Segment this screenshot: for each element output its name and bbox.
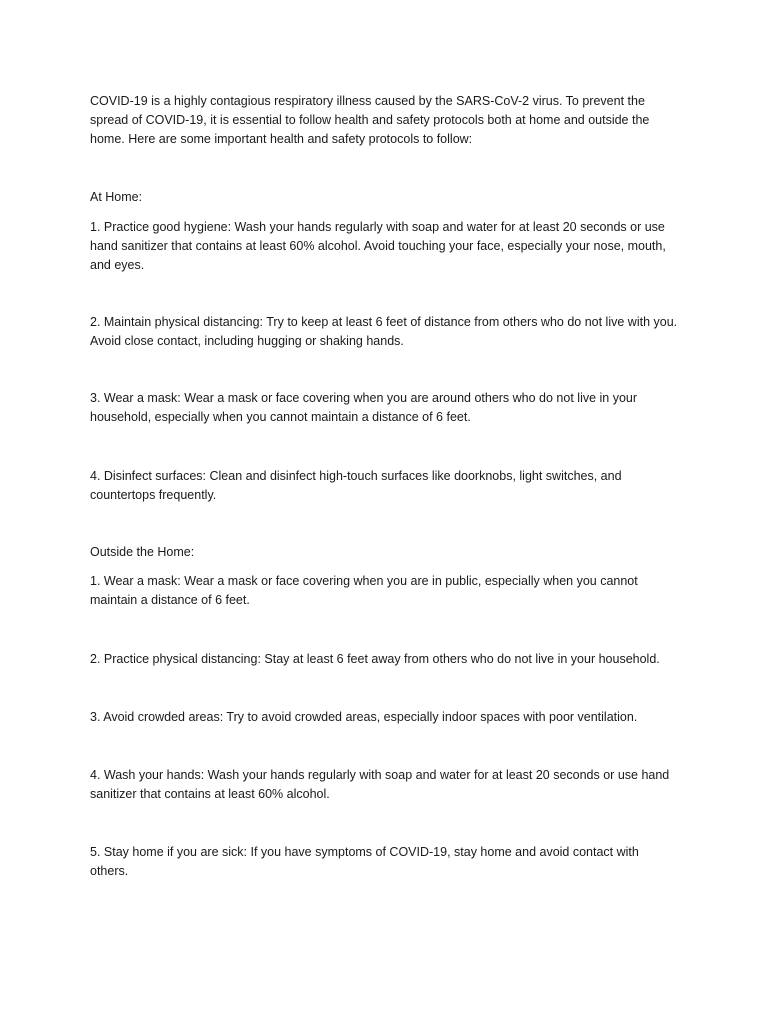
at-home-item-1: 1. Practice good hygiene: Wash your hands regularly with soap and water for at least 20 seconds or use hand sanitizer that contains at least 60% alcohol. Avoid touching your face, especially your nose, mouth, and eyes. bbox=[90, 220, 666, 272]
outside-home-item-1: 1. Wear a mask: Wear a mask or face covering when you are in public, especially when you cannot maintain a distance of 6 feet. bbox=[90, 574, 638, 607]
outside-home-item-5: 5. Stay home if you are sick: If you have symptoms of COVID-19, stay home and avoid contact with others. bbox=[90, 845, 639, 878]
intro-paragraph: COVID-19 is a highly contagious respiratory illness caused by the SARS-CoV-2 virus. To prevent the spread of COVID-19, it is essential to follow health and safety protocols both at home and outside the home. Here are some important health and safety protocols to follow: bbox=[90, 94, 650, 146]
at-home-item-4: 4. Disinfect surfaces: Clean and disinfect high-touch surfaces like doorknobs, light switches, and countertops frequently. bbox=[90, 469, 622, 502]
at-home-item-2: 2. Maintain physical distancing: Try to keep at least 6 feet of distance from others who do not live with you. Avoid close contact, including hugging or shaking hands. bbox=[90, 315, 678, 348]
outside-home-item-3: 3. Avoid crowded areas: Try to avoid crowded areas, especially indoor spaces with poor ventilation. bbox=[90, 710, 638, 724]
section-heading-outside-home: Outside the Home: bbox=[90, 545, 195, 559]
outside-home-item-2: 2. Practice physical distancing: Stay at least 6 feet away from others who do not live in your household. bbox=[90, 652, 660, 666]
outside-home-item-4: 4. Wash your hands: Wash your hands regularly with soap and water for at least 20 seconds or use hand sanitizer that contains at least 60% alcohol. bbox=[90, 768, 670, 801]
at-home-item-3: 3. Wear a mask: Wear a mask or face covering when you are around others who do not live in your household, especially when you cannot maintain a distance of 6 feet. bbox=[90, 391, 638, 424]
section-heading-at-home: At Home: bbox=[90, 190, 143, 204]
